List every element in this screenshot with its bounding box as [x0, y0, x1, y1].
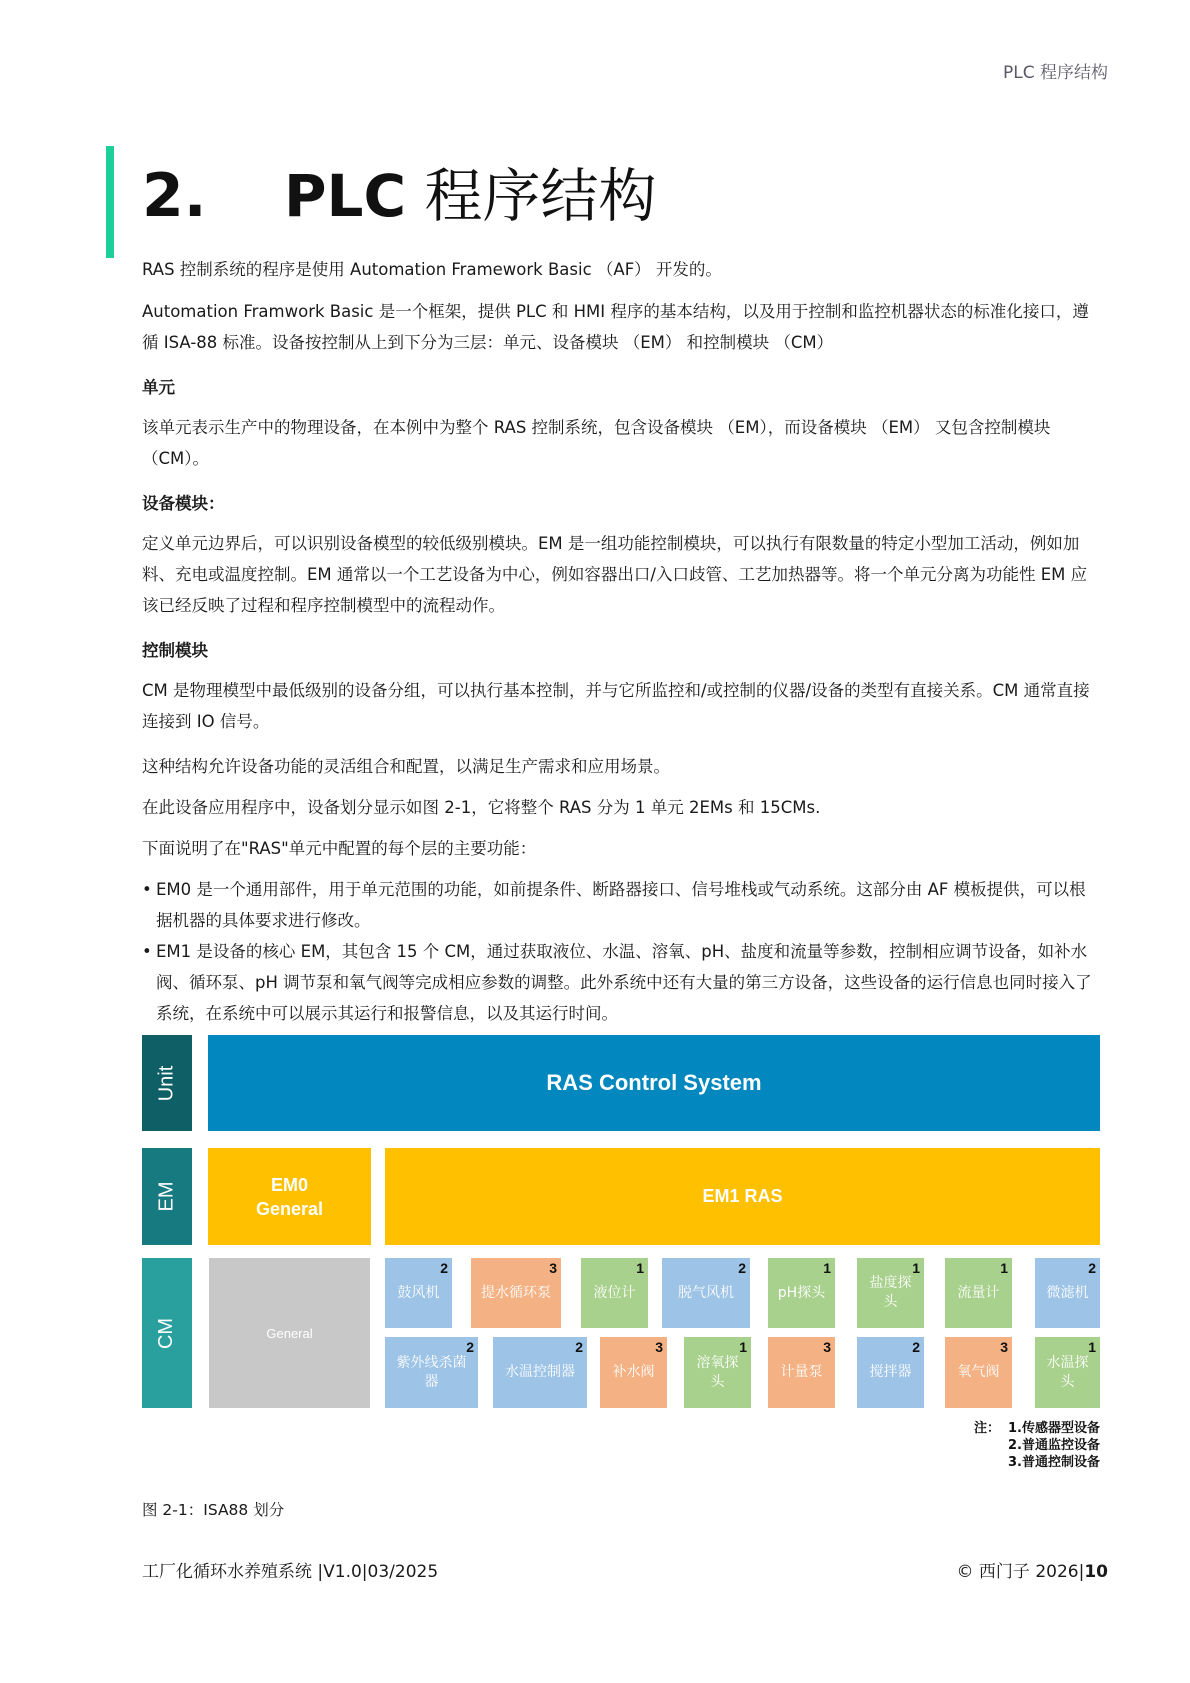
legend-note	[1008, 1420, 1100, 1471]
legend-note-prefix: 注：	[974, 1421, 1001, 1436]
cm-do-probe	[684, 1337, 751, 1408]
body-block	[142, 296, 1102, 358]
paragraph-intro: 下面说明了在"RAS"单元中配置的每个层的主要功能：	[142, 839, 537, 858]
cm-ph-probe	[768, 1258, 835, 1328]
cm-microfilter	[1035, 1258, 1100, 1328]
cm-label: pH探头	[777, 1284, 826, 1301]
footer-doc-info: 工厂化循环水养殖系统 |V1.0|03/2025	[142, 1562, 439, 1582]
cm-mixer	[857, 1337, 924, 1408]
bullet-em0: • EM0 是一个通用部件，用于单元范围的功能，如前提条件、断路器接口、信号堆栈或气动系统。这部分由 AF 模板提供，可以根据机器的具体要求进行修改。	[142, 874, 1102, 936]
cm-water-temp-probe	[1035, 1337, 1100, 1408]
paragraph-af: RAS 控制系统的程序是使用 Automation Framework Basic （AF） 开发的。	[142, 260, 722, 279]
type-number: 1	[636, 1260, 644, 1276]
cm-label: 水温探头	[1046, 1354, 1089, 1390]
type-number: 1	[739, 1339, 747, 1355]
cm-label: 鼓风机	[397, 1284, 440, 1301]
cm-label: 流量计	[957, 1284, 1000, 1301]
em0-box	[208, 1148, 371, 1245]
cm-label: 溶氧探头	[696, 1354, 739, 1390]
cm-label: 搅拌器	[869, 1364, 912, 1380]
cm-label: 液位计	[593, 1284, 636, 1301]
type-number: 2	[912, 1339, 920, 1355]
cm-degas-fan	[662, 1258, 750, 1328]
paragraph-em: 定义单元边界后，可以识别设备模型的较低级别模块。EM 是一组功能控制模块，可以执行有限数量的特定小型加工活动，例如加料、充电或温度控制。EM 通常以一个工艺设备为中心，例如容器出口/入口歧管、工艺加热器等。将一个单元分离为功能性 EM 应该已经反映了过程和程序控制模型中的流程动作。	[142, 534, 1088, 615]
cm-label: 盐度探头	[869, 1275, 912, 1310]
body-block	[142, 675, 1102, 737]
type-number: 3	[823, 1339, 831, 1355]
cm-salinity-probe	[857, 1258, 924, 1328]
level-text: Unit	[155, 1065, 178, 1101]
paragraph-cm: CM 是物理模型中最低级别的设备分组，可以执行基本控制，并与它所监控和/或控制的仪器/设备的类型有直接关系。CM 通常直接连接到 IO 信号。	[142, 681, 1090, 731]
level-text: CM	[155, 1317, 178, 1349]
legend-item: 3.普通控制设备	[1008, 1455, 1100, 1470]
type-number: 3	[1000, 1339, 1008, 1355]
cm-label: 水温控制器	[505, 1364, 575, 1380]
bullet-list	[142, 874, 1102, 1029]
body-block	[142, 528, 1102, 621]
cm-water-temp-controller	[493, 1337, 587, 1408]
unit-box: RAS Control System	[208, 1035, 1100, 1131]
cm-label: 微滤机	[1046, 1284, 1089, 1301]
body-text	[142, 254, 1102, 285]
type-number: 1	[1088, 1339, 1096, 1355]
cm-flow-meter	[945, 1258, 1012, 1328]
cm-label: 提水循环泵	[481, 1284, 551, 1301]
cm-level-meter	[581, 1258, 648, 1328]
cm-blower	[385, 1258, 452, 1328]
page-number: 10	[1084, 1562, 1108, 1582]
cm-label: 氧气阀	[957, 1364, 1000, 1380]
bullet-em1: • EM1 是设备的核心 EM，其包含 15 个 CM，通过获取液位、水温、溶氧、pH、盐度和流量等参数，控制相应调节设备，如补水阀、循环泵、pH 调节泵和氧气阀等完成相应参数的调整。此外系统中还有大量的第三方设备，这些设备的运行信息也同时接入了系统，在系统中可以展示其运行和报警信息，以及其运行时间。	[142, 936, 1102, 1029]
type-number: 1	[912, 1260, 920, 1276]
cm-general-box: General	[209, 1258, 370, 1408]
heading-cm: 控制模块	[142, 641, 208, 660]
type-number: 1	[823, 1260, 831, 1276]
em1-box: EM1 RAS	[385, 1148, 1100, 1245]
figure-caption: 图 2-1：ISA88 划分	[142, 1501, 285, 1519]
paragraph-unit: 该单元表示生产中的物理设备，在本例中为整个 RAS 控制系统，包含设备模块 （EM），而设备模块 （EM） 又包含控制模块 （CM）。	[142, 418, 1051, 468]
legend-item: 1.传感器型设备	[1008, 1421, 1100, 1436]
type-number: 1	[1000, 1260, 1008, 1276]
level-label-unit	[142, 1035, 192, 1131]
paragraph-framework: Automation Framwork Basic 是一个框架，提供 PLC 和 HMI 程序的基本结构，以及用于控制和监控机器状态的标准化接口，遵循 ISA-88 标准。设备按控制从上到下分为三层：单元、设备模块 （EM） 和控制模块 （CM）	[142, 302, 1089, 352]
cm-label: 脱气风机	[678, 1284, 734, 1301]
footer-copyright	[957, 1557, 1108, 1582]
copyright-text: © 西门子 2026|	[956, 1562, 1085, 1582]
level-label-cm	[142, 1258, 192, 1408]
title-cjk: 程序结构	[424, 162, 657, 230]
paragraph-app: 在此设备应用程序中，设备划分显示如图 2-1，它将整个 RAS 分为 1 单元 2EMs 和 15CMs.	[142, 798, 821, 817]
cm-dosing-pump	[768, 1337, 835, 1408]
type-number: 2	[738, 1260, 746, 1276]
title-latin: PLC	[284, 162, 407, 230]
heading-unit: 单元	[142, 378, 175, 397]
cm-label: 补水阀	[612, 1364, 655, 1380]
cm-lift-pump	[471, 1258, 561, 1328]
cm-label: 计量泵	[780, 1364, 823, 1380]
cm-makeup-valve	[600, 1337, 667, 1408]
type-number: 2	[466, 1339, 474, 1355]
title-accent-bar	[106, 146, 114, 258]
type-number: 3	[655, 1339, 663, 1355]
cm-uv-sterilizer	[385, 1337, 478, 1408]
cm-oxygen-valve	[945, 1337, 1012, 1408]
page-title	[284, 160, 657, 232]
type-number: 3	[549, 1260, 557, 1276]
legend-item: 2.普通监控设备	[1008, 1438, 1100, 1453]
running-header: PLC 程序结构	[1003, 63, 1108, 83]
heading-em: 设备模块：	[142, 494, 225, 513]
em0-subtitle: General	[255, 1198, 324, 1219]
section-number: 2.	[142, 161, 207, 231]
type-number: 2	[1088, 1260, 1096, 1276]
cm-label: 紫外线杀菌器	[396, 1354, 467, 1390]
em0-title: EM0	[270, 1174, 308, 1195]
level-text: EM	[155, 1181, 178, 1212]
level-label-em	[142, 1148, 192, 1245]
paragraph-flex: 这种结构允许设备功能的灵活组合和配置，以满足生产需求和应用场景。	[142, 757, 670, 776]
type-number: 2	[440, 1260, 448, 1276]
type-number: 2	[575, 1339, 583, 1355]
body-block	[142, 412, 1102, 474]
